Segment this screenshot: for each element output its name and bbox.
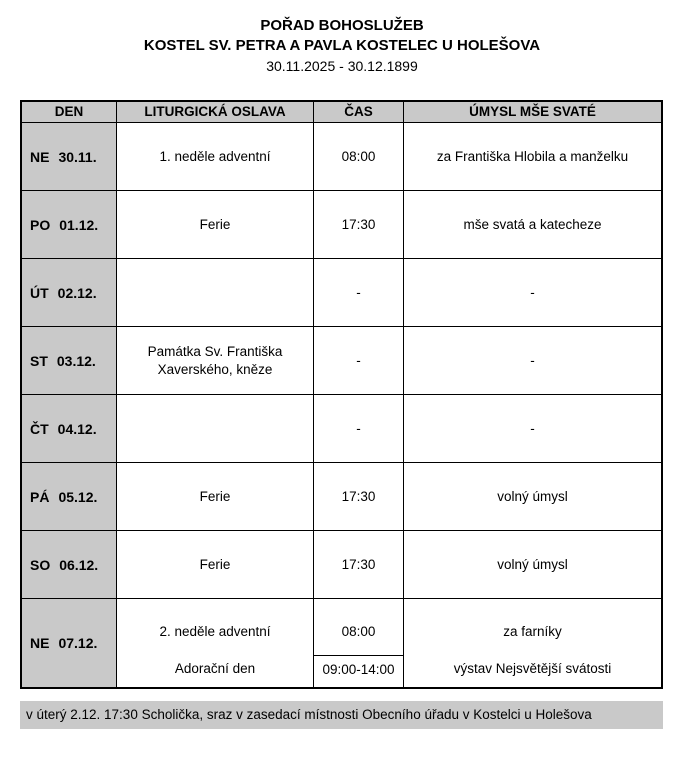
time-cell: 17:30 [314,463,404,531]
intention-cell: volný úmysl [404,463,661,531]
day-abbr: NE [30,148,50,165]
time-line1: 08:00 [341,624,376,639]
day-cell [22,599,117,687]
day-cell [22,531,117,599]
time-cell: 17:30 [314,191,404,259]
celebration-cell: Ferie [117,463,314,531]
intention-cell: mše svatá a katecheze [404,191,661,259]
day-abbr: ST [30,352,48,369]
time-line2: 09:00-14:00 [314,655,403,687]
table-row [22,599,661,687]
intention-line2: výstav Nejsvětější svátosti [453,661,612,676]
column-header-liturgicka-oslava: LITURGICKÁ OSLAVA [117,102,314,123]
intention-cell: za Františka Hlobila a manželku [404,123,661,191]
table-header-row [22,102,661,123]
column-header-den: DEN [22,102,117,123]
time-cell [314,599,404,687]
celebration-cell [117,599,314,687]
time-cell: 17:30 [314,531,404,599]
day-cell [22,191,117,259]
day-date: 03.12. [56,352,96,369]
time-cell: 08:00 [314,123,404,191]
celebration-cell [117,395,314,463]
day-date: 04.12. [57,420,97,437]
day-abbr: ČT [30,420,49,437]
table-row [22,395,661,463]
day-cell [22,327,117,395]
day-cell [22,463,117,531]
day-cell [22,123,117,191]
celebration-line1: 2. neděle adventní [159,624,271,639]
day-date: 07.12. [58,635,98,651]
day-abbr: SO [30,556,51,573]
day-abbr: PÁ [30,488,50,505]
table-row [22,531,661,599]
day-abbr: NE [30,635,50,651]
day-cell [22,259,117,327]
day-cell [22,395,117,463]
table-row [22,191,661,259]
page-subtitle: KOSTEL SV. PETRA A PAVLA KOSTELEC U HOLEŠOVA [143,37,541,54]
table-row [22,123,661,191]
day-date: 02.12. [57,284,97,301]
schedule-table [20,100,663,689]
celebration-cell: 1. neděle adventní [117,123,314,191]
date-range: 30.11.2025 - 30.12.1899 [266,58,418,74]
day-date: 06.12. [59,556,99,573]
intention-cell: volný úmysl [404,531,661,599]
day-date: 01.12. [59,216,99,233]
intention-cell: - [404,395,661,463]
time-cell: - [314,327,404,395]
intention-cell: - [404,259,661,327]
column-header-umysl: ÚMYSL MŠE SVATÉ [404,102,661,123]
page-title: POŘAD BOHOSLUŽEB [260,17,424,34]
intention-line1: za farníky [503,624,562,639]
celebration-line2: Adorační den [174,661,256,676]
table-row [22,259,661,327]
column-header-cas: ČAS [314,102,404,123]
day-date: 05.12. [58,488,98,505]
intention-cell: - [404,327,661,395]
celebration-cell: Ferie [117,531,314,599]
time-cell: - [314,395,404,463]
day-date: 30.11. [58,148,97,165]
table-row [22,327,661,395]
day-abbr: PO [30,216,51,233]
day-abbr: ÚT [30,284,49,301]
document-header [0,0,684,76]
celebration-cell [117,259,314,327]
time-cell: - [314,259,404,327]
celebration-cell: Ferie [117,191,314,259]
table-row [22,463,661,531]
footer-note: v úterý 2.12. 17:30 Scholička, sraz v zasedací místnosti Obecního úřadu v Kostelci u Holešova [20,701,663,729]
intention-cell [404,599,661,687]
celebration-cell: Památka Sv. Františka Xaverského, kněze [117,327,314,395]
